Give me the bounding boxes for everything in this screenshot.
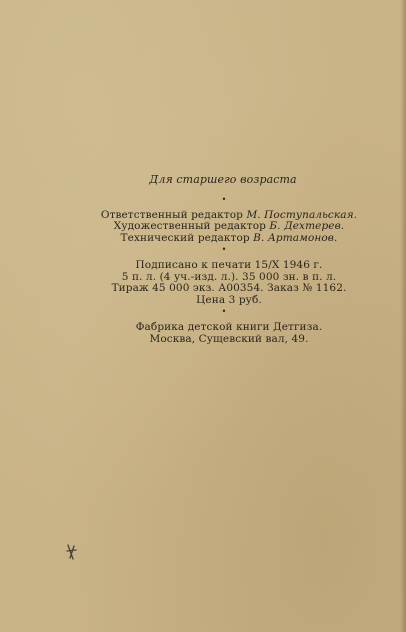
- separator-star: •: [221, 245, 227, 254]
- separator-star: •: [221, 194, 227, 204]
- signed-line: [52, 260, 406, 272]
- editor-role: Технический редактор: [120, 231, 250, 244]
- sheets-line: 5 п. л. (4 уч.-изд. л.). 35 000 зн. в п. л.: [121, 270, 337, 283]
- editors-block: [52, 210, 406, 245]
- signed-label: Подписано к печати: [135, 259, 252, 271]
- address-line: Москва, Сущевский вал, 49.: [149, 332, 309, 345]
- editor-name: М. Поступальская.: [246, 208, 358, 221]
- age-note: Для старшего возраста: [149, 173, 297, 186]
- separator-star: •: [221, 307, 227, 316]
- print-run-line: Тираж 45 000 экз. А00354. Заказ № 1162.: [111, 282, 347, 294]
- print-details-block: [52, 260, 406, 306]
- editor-name: Б. Дехтерев.: [269, 220, 345, 232]
- editor-line-technical: [52, 233, 406, 245]
- editor-name: В. Артамонов.: [253, 231, 338, 244]
- signed-date: 15/X 1946 г.: [254, 259, 323, 271]
- pencil-mark-icon: [64, 542, 84, 562]
- editor-role: Ответственный редактор: [100, 208, 243, 221]
- price-line: Цена 3 руб.: [196, 293, 262, 306]
- printer-block: [52, 322, 406, 345]
- editor-role: Художественный редактор: [113, 220, 266, 232]
- factory-line: Фабрика детской книги Детгиза.: [135, 321, 323, 333]
- colophon: [0, 174, 406, 345]
